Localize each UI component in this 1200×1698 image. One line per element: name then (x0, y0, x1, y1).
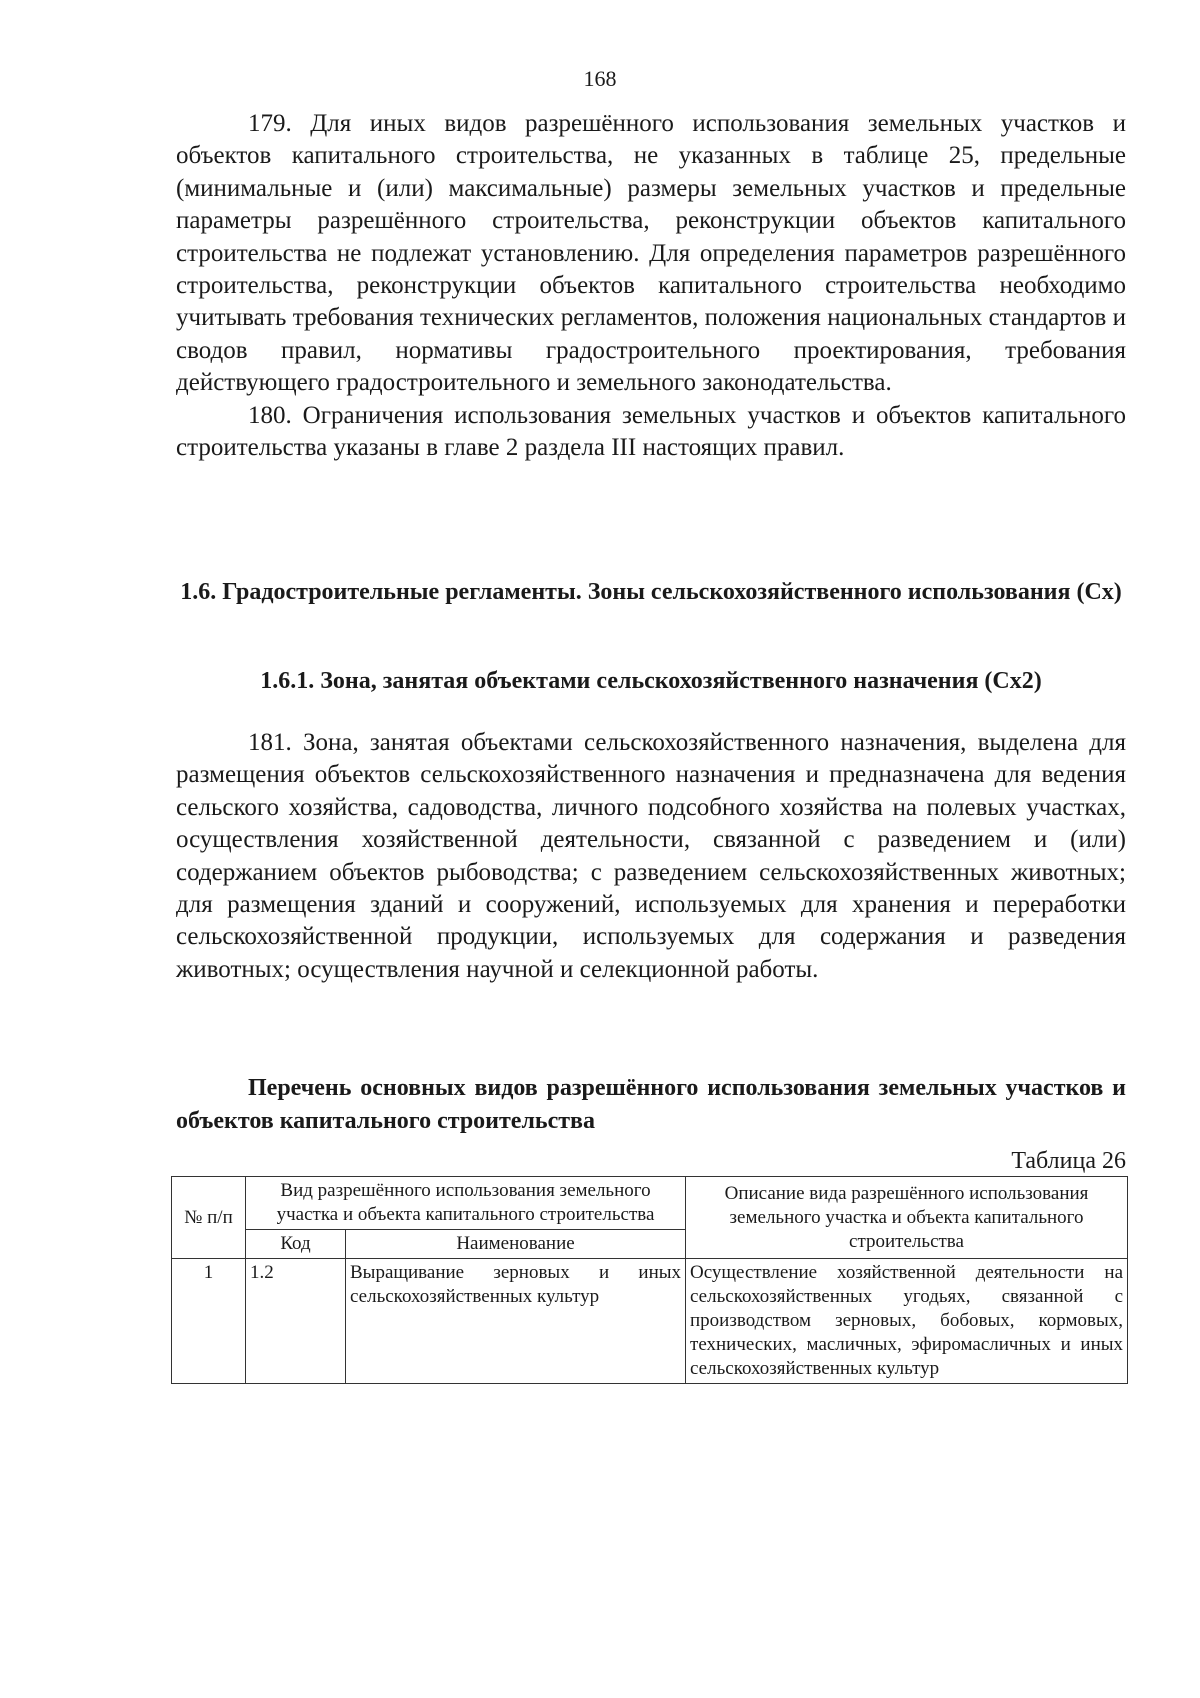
header-name: Наименование (346, 1230, 686, 1259)
section-heading: 1.6. Градостроительные регламенты. Зоны сельскохозяйственного использования (Сх) (180, 579, 1122, 605)
cell-name: Выращивание зерновых и иных сельскохозяйственных культур (346, 1259, 686, 1384)
paragraph-180: 180. Ограничения использования земельных участков и объектов капитального строительства указаны в главе 2 раздела III настоящих правил. (176, 401, 1126, 462)
table-row (172, 1259, 1128, 1384)
header-code: Код (246, 1230, 346, 1259)
body-text-middle (176, 727, 1126, 986)
regulations-table (171, 1176, 1128, 1384)
paragraph-181: 181. Зона, занятая объектами сельскохозяйственного назначения, выделена для размещения объектов сельскохозяйственного назначения и предназначена для ведения сельского хозяйства, садоводства, личного подсобного хозяйства на полевых участках, осуществления хозяйственной деятельности, связанной с разведением и (или) содержанием объектов рыбоводства; с разведением сельскохозяйственных животных; для размещения зданий и сооружений, используемых для хранения и переработки сельскохозяйственной продукции, используемых для содержания и разведения животных; осуществления научной и селекционной работы. (176, 729, 1126, 983)
page-number: 168 (583, 66, 617, 91)
table-label: Таблица 26 (1011, 1148, 1126, 1174)
paragraph-179: 179. Для иных видов разрешённого использования земельных участков и объектов капитального строительства, не указанных в таблице 25, предельные (минимальные и (или) максимальные) размеры земельных участков и предельные параметры разрешённого строительства, реконструкции объектов капитального строительства не подлежат установлению. Для определения параметров разрешённого строительства, реконструкции объектов капитального строительства необходимо учитывать требования технических регламентов, положения национальных стандартов и сводов правил, нормативы градостроительного проектирования, требования действующего градостроительного и земельного законодательства. (176, 110, 1126, 397)
body-text-top (176, 108, 1126, 464)
header-kind: Вид разрешённого использования земельного участка и объекта капитального строительства (246, 1177, 686, 1230)
cell-code: 1.2 (246, 1259, 346, 1384)
header-description: Описание вида разрешённого использования земельного участка и объекта капитального строительства (686, 1177, 1128, 1259)
cell-number: 1 (172, 1259, 246, 1384)
subsection-heading: 1.6.1. Зона, занятая объектами сельскохозяйственного назначения (Сх2) (260, 668, 1042, 694)
table-header-row (172, 1177, 1128, 1230)
table-title: Перечень основных видов разрешённого использования земельных участков и объектов капитального строительства (176, 1075, 1126, 1134)
header-number: № п/п (172, 1177, 246, 1259)
cell-description: Осуществление хозяйственной деятельности на сельскохозяйственных угодьях, связанной с производством зерновых, бобовых, кормовых, технических, масличных, эфиромасличных и иных сельскохозяйственных культур (686, 1259, 1128, 1384)
